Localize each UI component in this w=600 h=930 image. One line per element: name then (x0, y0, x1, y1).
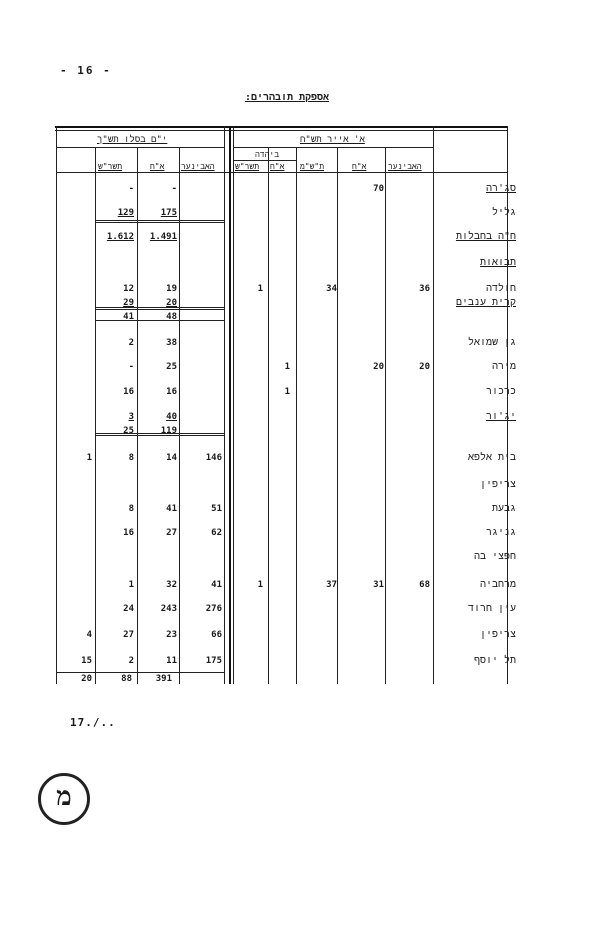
table-cell: 1 (284, 362, 290, 372)
col-rule (95, 147, 96, 684)
subtotal-rule (96, 220, 224, 221)
subtotal-rule (96, 320, 224, 321)
col-rule (268, 147, 269, 684)
col-rule (337, 147, 338, 684)
table-cell: 27 (166, 528, 177, 538)
table-cell: 37 (326, 580, 337, 590)
row-label: עין חרוד (467, 603, 516, 614)
row-label: גליל (491, 207, 516, 218)
table-top-border-inner (55, 130, 508, 131)
row-label: סג'רה (485, 183, 516, 194)
subtotal-rule (96, 309, 224, 310)
header-bottom-rule (56, 172, 508, 173)
table-cell: 48 (166, 312, 177, 322)
subgroup-underline (233, 160, 296, 161)
table-cell: 68 (419, 580, 430, 590)
table-cell: 8 (128, 504, 134, 514)
table-cell: 66 (211, 630, 222, 640)
table-cell: 20 (419, 362, 430, 372)
col-rule (137, 147, 138, 684)
col-header: א"ח (270, 162, 285, 171)
table-cell: 129 (117, 208, 134, 218)
table-cell: 32 (166, 580, 177, 590)
table-cell: 24 (123, 604, 134, 614)
table-cell: 276 (205, 604, 222, 614)
table-cell: 16 (123, 528, 134, 538)
col-rule (385, 147, 386, 684)
left-group-underline (56, 147, 224, 148)
row-label: צריפין (479, 479, 516, 490)
table-cell: 1.612 (106, 232, 134, 242)
continuation-reference: 17./.. (70, 716, 116, 729)
table-cell: 1 (86, 453, 92, 463)
left-group-header: י"ם בסלו תש"ך (97, 135, 168, 145)
row-label: חולדה (485, 283, 516, 294)
table-cell: 1 (257, 284, 263, 294)
table-cell: 1 (128, 580, 134, 590)
row-label: כרכור (485, 386, 516, 397)
stamp-letter: מ (56, 782, 72, 812)
col-header: ת"ש"מ (300, 162, 325, 171)
table-cell: 34 (326, 284, 337, 294)
table-cell: 243 (160, 604, 177, 614)
row-label: חפצי בה (473, 551, 516, 562)
table-cell: - (128, 184, 134, 194)
table-cell: 41 (123, 312, 134, 322)
table-cell: 16 (123, 387, 134, 397)
table-cell: 20 (373, 362, 384, 372)
table-cell: 15 (81, 656, 92, 666)
row-label: מירה (491, 361, 516, 372)
table-cell: 19 (166, 284, 177, 294)
col-rule-double (229, 126, 231, 684)
table-cell: 175 (205, 656, 222, 666)
subtotal-rule (96, 435, 224, 436)
col-rule (56, 126, 57, 684)
row-label: תבואות (479, 257, 516, 268)
table-cell: 1.491 (149, 232, 177, 242)
table-cell: 3 (128, 412, 134, 422)
row-label: גניגר (485, 527, 516, 538)
col-header: א"ח (352, 162, 367, 171)
table-cell: - (128, 362, 134, 372)
col-header: האבינער (181, 162, 215, 171)
col-header: א"ח (150, 162, 165, 171)
table-cell: 119 (160, 426, 177, 436)
table-cell: - (171, 184, 177, 194)
col-rule-double (233, 126, 234, 684)
table-cell: 27 (123, 630, 134, 640)
table-cell: 175 (160, 208, 177, 218)
row-label: ח"ה בחבלות (455, 231, 516, 242)
col-rule (224, 126, 225, 684)
subtotal-rule (96, 307, 224, 308)
table-cell: 1 (284, 387, 290, 397)
document-title: אספקת תובהרים: (245, 92, 330, 103)
row-label: צריפין (479, 629, 516, 640)
table-cell: 4 (86, 630, 92, 640)
table-cell: 2 (128, 656, 134, 666)
table-cell: 25 (166, 362, 177, 372)
page-number: - 16 - (60, 64, 112, 77)
table-cell: 14 (166, 453, 177, 463)
table-cell: 23 (166, 630, 177, 640)
table-cell: 36 (419, 284, 430, 294)
table-cell: 11 (166, 656, 177, 666)
table-cell: 62 (211, 528, 222, 538)
table-cell: 51 (211, 504, 222, 514)
col-header: תשר"ש (98, 162, 123, 171)
table-cell: 146 (205, 453, 222, 463)
table-cell: 38 (166, 338, 177, 348)
right-group-underline (233, 147, 433, 148)
row-label: קרית ענבים (455, 297, 516, 308)
total-cell: 88 (121, 674, 132, 684)
row-label: בית אלפא (467, 452, 516, 463)
table-cell: 41 (166, 504, 177, 514)
table-cell: 41 (211, 580, 222, 590)
table-cell: 1 (257, 580, 263, 590)
table-cell: 12 (123, 284, 134, 294)
table-cell: 2 (128, 338, 134, 348)
col-rule (179, 147, 180, 684)
table-cell: 70 (373, 184, 384, 194)
subgroup-header: ביהדה (255, 150, 280, 159)
row-label: גבעת (491, 503, 516, 514)
row-label: יג'ור (485, 411, 516, 422)
col-rule (296, 147, 297, 684)
table-cell: 25 (123, 426, 134, 436)
table-top-border (55, 126, 508, 128)
row-label: תל יוסף (473, 655, 516, 666)
row-label: גן שמואל (467, 337, 516, 348)
table-cell: 31 (373, 580, 384, 590)
subtotal-rule (96, 222, 224, 223)
circular-stamp (38, 773, 90, 825)
table-cell: 20 (166, 298, 177, 308)
table-cell: 40 (166, 412, 177, 422)
col-header: האבינער (388, 162, 422, 171)
table-cell: 16 (166, 387, 177, 397)
row-label: מרחביה (479, 579, 516, 590)
total-cell: 20 (81, 674, 92, 684)
table-cell: 8 (128, 453, 134, 463)
right-group-header: א' אייר תש"ח (300, 135, 365, 145)
table-cell: 29 (123, 298, 134, 308)
col-rule (433, 126, 434, 684)
subtotal-rule (96, 433, 224, 434)
col-header: תשר"ש (235, 162, 260, 171)
total-cell: 391 (155, 674, 172, 684)
